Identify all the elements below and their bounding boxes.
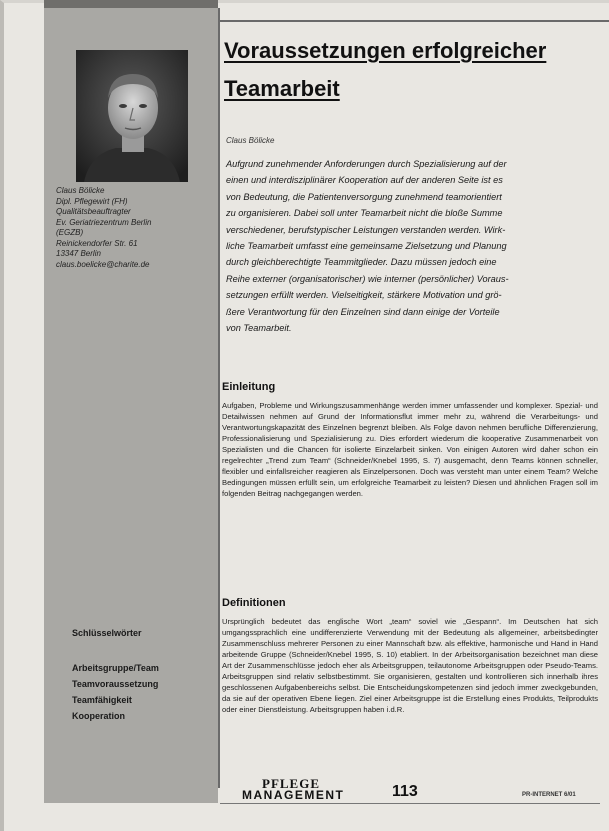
keyword-item: Teamfähigkeit bbox=[72, 695, 132, 705]
article-lead bbox=[226, 156, 596, 336]
lead-line: von Teamarbeit. bbox=[226, 323, 292, 334]
author-role: Qualitätsbeauftragter bbox=[56, 207, 131, 216]
author-info bbox=[56, 186, 214, 270]
page-footer bbox=[220, 776, 600, 806]
lead-line: Reihe externer (organisatorischer) wie interner (persönlicher) Voraus- bbox=[226, 273, 509, 284]
article-title bbox=[224, 32, 604, 108]
column-divider bbox=[218, 8, 220, 788]
article-byline: Claus Bölicke bbox=[226, 136, 275, 145]
author-degree: Dipl. Pflegewirt (FH) bbox=[56, 196, 128, 206]
title-rule bbox=[218, 20, 609, 22]
issue-label: PR-INTERNET 6/01 bbox=[522, 792, 576, 798]
section-heading-definitionen: Definitionen bbox=[222, 597, 286, 609]
author-institution: Ev. Geriatriezentrum Berlin bbox=[56, 217, 152, 227]
keyword-item: Kooperation bbox=[72, 711, 125, 721]
author-city: 13347 Berlin bbox=[56, 249, 101, 258]
footer-rule bbox=[220, 803, 600, 804]
article-title-line-2: Teamarbeit bbox=[224, 76, 340, 101]
lead-line: durch gleichberechtigte Teammitglieder. Dazu müssen jedoch eine bbox=[226, 257, 497, 268]
section-body-definitionen: Ursprünglich bedeutet das englische Wort „team“ soviel wie „Gespann“. Im Deutschen hat sich umgangssprachlich eine undifferenzierte Verwendung mit der Bedeutung als allgemeiner, arbeitsbedingter Zusammenschluss mehrerer Personen zu einer Mannschaft bzw. als effektive, harmonische und Hand in Hand arbeitende Gruppe (Schneider/Knebel 1995, S. 10) etabliert. In der Arbeitsorganisation bezeichnet man diese Art der Zusammenschlüsse jedoch eher als Arbeitsgruppen, teilautonome Arbeitsgruppen oder Pseudo-Teams. Arbeitsgruppen sind relativ selbstbestimmt. Sie organisieren, gestalten und kontrollieren sich innerhalb ihres geschlossenen Aufgabenbereichs selbst. Die Entscheidungskompetenzen sind jedoch immer zweckgebunden, da sie auf der operativen Ebene liegen. Ziel einer Arbeitsgruppe ist die Erstellung eines Produkts, Teilprodukts oder einer Dienstleistung. Arbeitsgruppen haben i.d.R. bbox=[222, 617, 598, 714]
lead-line: verschiedener, berufstypischer Leistungen verstanden werden. Wirk- bbox=[226, 224, 506, 235]
section-body-einleitung: Aufgaben, Probleme und Wirkungszusammenhänge werden immer umfassender und komplexer. Spezial- und Detailwissen nehmen auf Grund der Informationsflut immer mehr zu, während die Verarbeitungs- und Verantwortungskapazität des Einzelnen begrenzt bleiben. Als Folge davon nehmen berufliche Differenzierung, Professionalisierung und Spezialisierung zu. Dies erfordert wiederum die kooperative Zusammenarbeit von Spezialisten und die Chancen für isolierte Einzelarbeit sinken. Von einigen Autoren wird daher schon ein regelrechter „Trend zum Team“ (Schneider/Knebel 1995, S. 7) ausgemacht, denn Teams können schneller, flexibler und einfallsreicher reagieren als Einzelpersonen. Doch was versteht man unter einem Team? Welche Bedingungen müssen erfüllt sein, um erfolgreiche Teamarbeit zu leisten? Diesen und ähnlichen Fragen soll im folgenden Beitrag nachgegangen werden. bbox=[222, 401, 598, 498]
keywords-heading: Schlüsselwörter bbox=[72, 628, 142, 638]
lead-line: einen und interdisziplinärer Kooperation auf der anderen Seite ist es bbox=[226, 175, 503, 186]
section-heading-einleitung: Einleitung bbox=[222, 381, 276, 393]
lead-line: von Bedeutung, die Patientenversorgung zunehmend teamorientiert bbox=[226, 191, 502, 202]
author-street: Reinickendorfer Str. 61 bbox=[56, 238, 138, 248]
page-number: 113 bbox=[392, 783, 418, 800]
lead-line: zu organisieren. Dabei soll unter Teamarbeit nicht die bloße Summe bbox=[226, 208, 503, 219]
author-photo bbox=[76, 50, 188, 182]
author-institution-abbr: (EGZB) bbox=[56, 228, 84, 237]
keyword-item: Teamvoraussetzung bbox=[72, 679, 159, 689]
keyword-item: Arbeitsgruppe/Team bbox=[72, 663, 159, 673]
journal-brand-top: PFLEGE bbox=[262, 776, 321, 791]
keywords-list bbox=[72, 660, 159, 724]
lead-line: setzungen erfüllt werden. Vielseitigkeit, stärkere Motivation und grö- bbox=[226, 290, 502, 301]
author-name: Claus Bölicke bbox=[56, 186, 105, 195]
article-title-line-1: Voraussetzungen erfolgreicher bbox=[224, 38, 547, 63]
lead-line: Aufgrund zunehmender Anforderungen durch Spezialisierung auf der bbox=[226, 159, 507, 169]
author-email: claus.boelicke@charite.de bbox=[56, 259, 150, 269]
journal-brand-bottom: MANAGEMENT bbox=[242, 788, 345, 802]
lead-line: ßere Verantwortung für den Einzelnen sind dann einige der Vorteile bbox=[226, 306, 500, 317]
lead-line: liche Teamarbeit umfasst eine gemeinsame Zielsetzung und Planung bbox=[226, 241, 507, 252]
